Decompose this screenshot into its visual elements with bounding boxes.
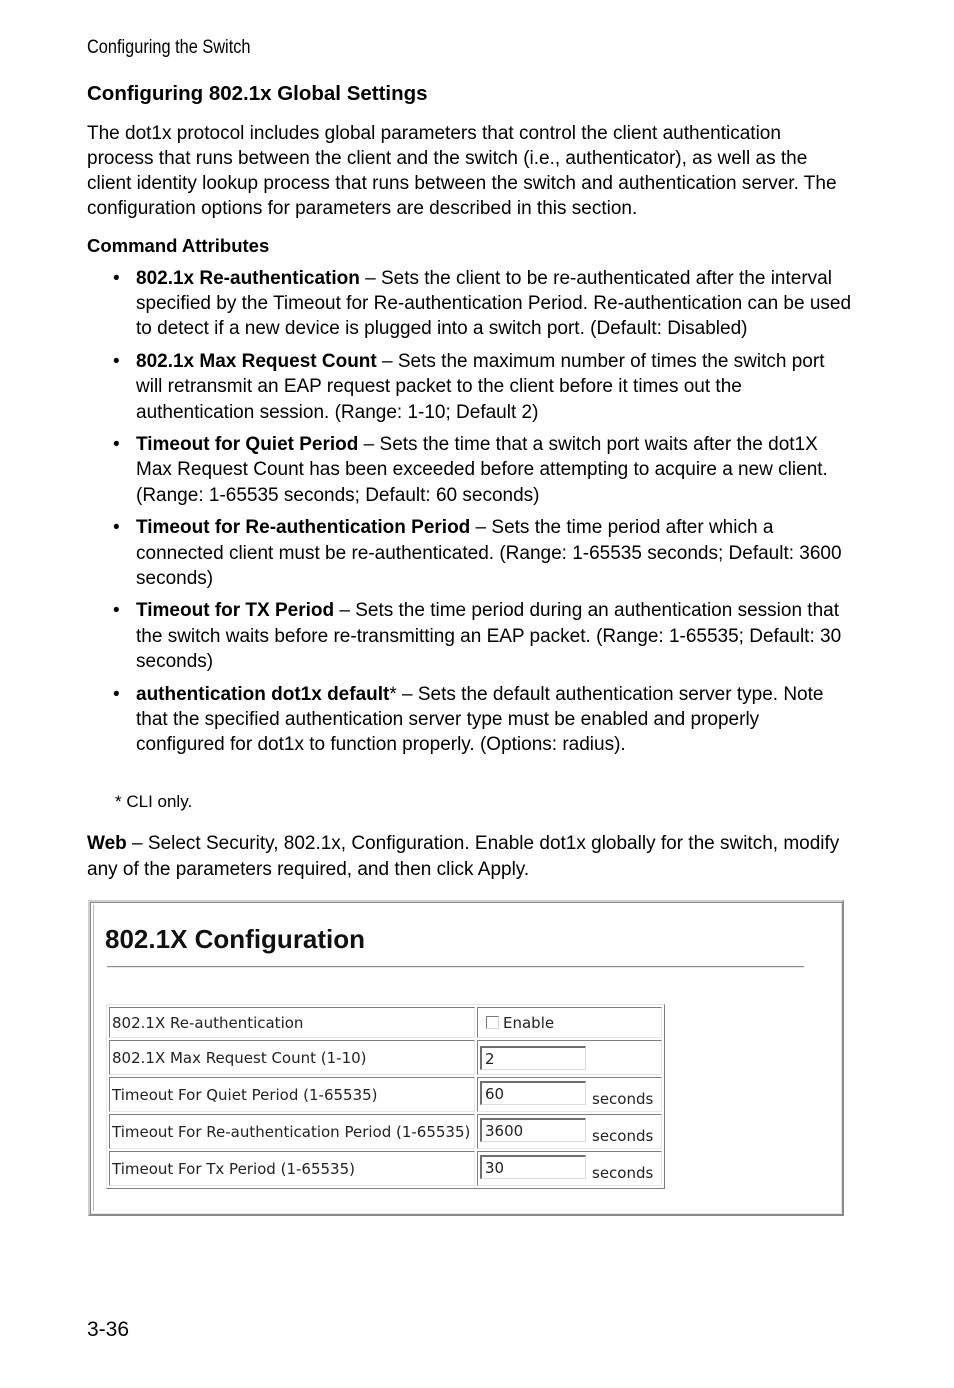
table-row bbox=[109, 1007, 662, 1038]
running-head: Configuring the Switch bbox=[87, 37, 251, 58]
command-attributes-heading: Command Attributes bbox=[87, 235, 270, 256]
attribute-description: – Sets the time that a switch port waits after the dot1X Max Request Count has been exceeded before attempting to acquire a new client. (Range: 1-65535 seconds; Default: 60 seconds) bbox=[136, 434, 828, 506]
attribute-term: 802.1x Re-authentication bbox=[136, 268, 360, 289]
reauth-period-unit: seconds bbox=[592, 1126, 654, 1145]
reauth-enable-label[interactable]: Enable bbox=[503, 1013, 555, 1032]
bullet-marker: • bbox=[113, 517, 120, 539]
attribute-description: – Sets the time period after which a connected client must be re-authenticated. (Range: 1-65535 seconds; Default: 3600 seconds) bbox=[136, 517, 842, 589]
max-request-label: 802.1X Max Request Count (1-10) bbox=[109, 1040, 475, 1075]
command-attributes-list bbox=[113, 266, 853, 765]
bullet-marker: • bbox=[113, 268, 120, 289]
bullet-marker: • bbox=[113, 351, 120, 373]
max-request-input[interactable]: 2 bbox=[480, 1046, 586, 1070]
attribute-term: Timeout for TX Period bbox=[136, 600, 335, 622]
tx-period-input[interactable]: 30 bbox=[480, 1155, 586, 1179]
attribute-term: authentication dot1x default bbox=[136, 683, 390, 705]
max-request-control-cell bbox=[477, 1040, 662, 1075]
web-instructions bbox=[87, 831, 847, 882]
reauth-enable-checkbox[interactable] bbox=[486, 1016, 499, 1029]
attribute-term: Timeout for Re-authentication Period bbox=[136, 517, 471, 539]
tx-period-label: Timeout For Tx Period (1-65535) bbox=[109, 1151, 475, 1186]
reauth-control-cell bbox=[477, 1007, 662, 1038]
section-title: Configuring 802.1x Global Settings bbox=[87, 82, 428, 105]
reauth-label: 802.1X Re-authentication bbox=[109, 1007, 475, 1038]
quiet-period-label: Timeout For Quiet Period (1-65535) bbox=[109, 1077, 475, 1112]
reauth-period-control-cell bbox=[477, 1114, 662, 1149]
web-text: – Select Security, 802.1x, Configuration. Enable dot1x globally for the switch, modify any of the parameters required, and then click Apply. bbox=[87, 833, 840, 880]
attribute-item bbox=[113, 598, 853, 674]
reauth-period-input[interactable]: 3600 bbox=[480, 1118, 586, 1142]
reauth-period-label: Timeout For Re-authentication Period (1-65535) bbox=[109, 1114, 475, 1149]
quiet-period-control-cell bbox=[477, 1077, 662, 1112]
config-table bbox=[106, 1004, 665, 1189]
table-row bbox=[109, 1077, 662, 1112]
panel-title: 802.1X Configuration bbox=[105, 924, 366, 954]
bullet-marker: • bbox=[113, 600, 120, 622]
attribute-term: 802.1x Max Request Count bbox=[136, 351, 377, 373]
attribute-item bbox=[113, 349, 853, 425]
table-row bbox=[109, 1151, 662, 1186]
title-divider bbox=[107, 966, 804, 968]
attribute-item bbox=[113, 515, 853, 591]
attribute-item bbox=[113, 432, 853, 508]
page-number: 3-36 bbox=[87, 1318, 130, 1341]
tx-period-unit: seconds bbox=[592, 1163, 654, 1182]
attribute-description: – Sets the maximum number of times the switch port will retransmit an EAP request packet to the client before it times out the authentication session. (Range: 1-10; Default 2) bbox=[136, 351, 825, 423]
bullet-marker: • bbox=[113, 683, 120, 705]
footnote: * CLI only. bbox=[115, 792, 193, 811]
tx-period-control-cell bbox=[477, 1151, 662, 1186]
bullet-marker: • bbox=[113, 434, 120, 456]
attribute-item bbox=[113, 266, 853, 342]
attribute-term: Timeout for Quiet Period bbox=[136, 434, 359, 456]
attribute-description: * – Sets the default authentication server type. Note that the specified authentication server type must be enabled and properly configured for dot1x to function properly. (Options: radius). bbox=[136, 683, 824, 755]
attribute-description: – Sets the time period during an authentication session that the switch waits before re-transmitting an EAP packet. (Range: 1-65535; Default: 30 seconds) bbox=[136, 600, 842, 672]
attribute-description: – Sets the client to be re-authenticated after the interval specified by the Timeout for Re-authentication Period. Re-authentication can be used to detect if a new device is plugged into a switch port. (Default: Disabled) bbox=[136, 268, 852, 340]
intro-paragraph: The dot1x protocol includes global parameters that control the client authentication process that runs between the client and the switch (i.e., authenticator), as well as the client identity lookup process that runs between the switch and authentication server. The configuration options for parameters are described in this section. bbox=[87, 123, 837, 219]
quiet-period-input[interactable]: 60 bbox=[480, 1081, 586, 1105]
table-row bbox=[109, 1114, 662, 1149]
table-row bbox=[109, 1040, 662, 1075]
web-label: Web bbox=[87, 833, 127, 854]
quiet-period-unit: seconds bbox=[592, 1089, 654, 1108]
attribute-item bbox=[113, 682, 853, 758]
